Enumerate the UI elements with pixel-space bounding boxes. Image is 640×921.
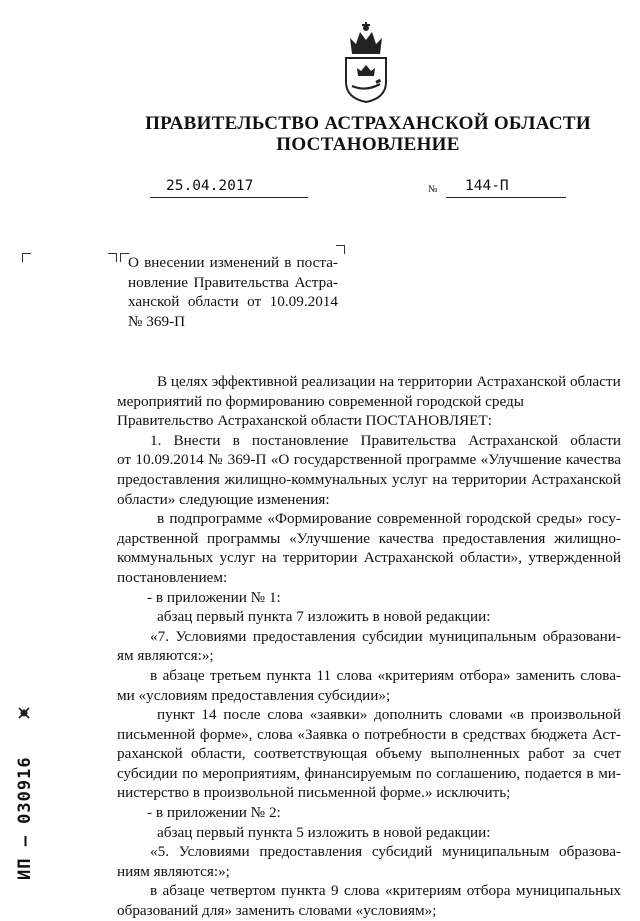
body-line: пункт 14 после слова «заявки» дополнить словами «в произвольной xyxy=(157,706,621,724)
body-line: раханской области, соответствующая объему выполненных работ за счет xyxy=(117,745,621,763)
body-line: - в приложении № 1: xyxy=(147,588,281,606)
body-line: ниям являются:»; xyxy=(117,862,230,880)
document-subject xyxy=(128,253,338,331)
number-sign: № xyxy=(428,184,438,195)
document-date: 25.04.2017 xyxy=(166,178,254,194)
body-line: абзац первый пункта 5 изложить в новой редакции: xyxy=(157,823,491,841)
organization-name: ПРАВИТЕЛЬСТВО АСТРАХАНСКОЙ ОБЛАСТИ xyxy=(145,113,591,134)
body-line: абзац первый пункта 7 изложить в новой редакции: xyxy=(157,608,491,626)
body-line: письменной форме», слова «Заявка о потребности в средствах бюджета Аст- xyxy=(117,725,621,743)
document-number: 144-П xyxy=(465,178,509,194)
body-line: в абзаце четвертом пункта 9 слова «критериям отбора муниципальных xyxy=(150,882,621,900)
corner-mark xyxy=(108,253,117,262)
body-line: нистерство в произвольной письменной форме.» исключить; xyxy=(117,784,511,802)
body-line: области» следующие изменения: xyxy=(117,490,330,508)
date-underline xyxy=(150,197,308,198)
body-line: субсидии по мероприятиям, финансируемым по соглашению, подается в ми- xyxy=(117,764,621,782)
body-line: - в приложении № 2: xyxy=(147,804,281,822)
registration-stamp: ИП – 030916 xyxy=(15,756,35,880)
body-line: В целях эффективной реализации на территории Астраханской области xyxy=(157,373,621,390)
subject-line: новление Правительства Астра- xyxy=(128,273,338,291)
body-line: постановлением: xyxy=(117,568,228,586)
body-line: предоставления жилищно-коммунальных услуг на территории Астраханской xyxy=(117,470,621,488)
corner-mark-left xyxy=(22,253,31,262)
document-body xyxy=(117,372,621,921)
body-line: образований для» заменить словами «условиям»; xyxy=(117,902,437,920)
body-line: «5. Условиями предоставления субсидий муниципальным образова- xyxy=(150,843,621,861)
registration-mark-icon xyxy=(18,706,30,720)
body-line: ям являются:»; xyxy=(117,647,214,665)
body-line: Правительство Астраханской области ПОСТАНОВЛЯЕТ: xyxy=(117,412,492,430)
body-line: коммунальных услуг на территории Астраханской области», утвержденной xyxy=(117,549,621,567)
body-line: ми «условиям предоставления субсидии»; xyxy=(117,686,391,704)
coat-of-arms-icon xyxy=(338,20,394,104)
document-type: ПОСТАНОВЛЕНИЕ xyxy=(276,134,460,155)
subject-line: ханской области от 10.09.2014 xyxy=(128,293,338,311)
body-line: дарственной программы «Улучшение качества предоставления жилищно- xyxy=(117,529,621,547)
body-line: 1. Внести в постановление Правительства Астраханской области xyxy=(150,431,621,449)
body-line: от 10.09.2014 № 369-П «О государственной программе «Улучшение качества xyxy=(117,451,621,469)
body-line: мероприятий по формированию современной городской среды xyxy=(117,392,524,410)
body-line: в абзаце третьем пункта 11 слова «критериям отбора» заменить слова- xyxy=(150,666,621,684)
subject-line: № 369-П xyxy=(128,312,186,330)
body-line: «7. Условиями предоставления субсидии муниципальным образовани- xyxy=(150,627,621,645)
body-line: в подпрограмме «Формирование современной городской среды» госу- xyxy=(157,510,621,528)
number-underline xyxy=(446,197,566,198)
subject-line: О внесении изменений в поста- xyxy=(128,254,338,271)
